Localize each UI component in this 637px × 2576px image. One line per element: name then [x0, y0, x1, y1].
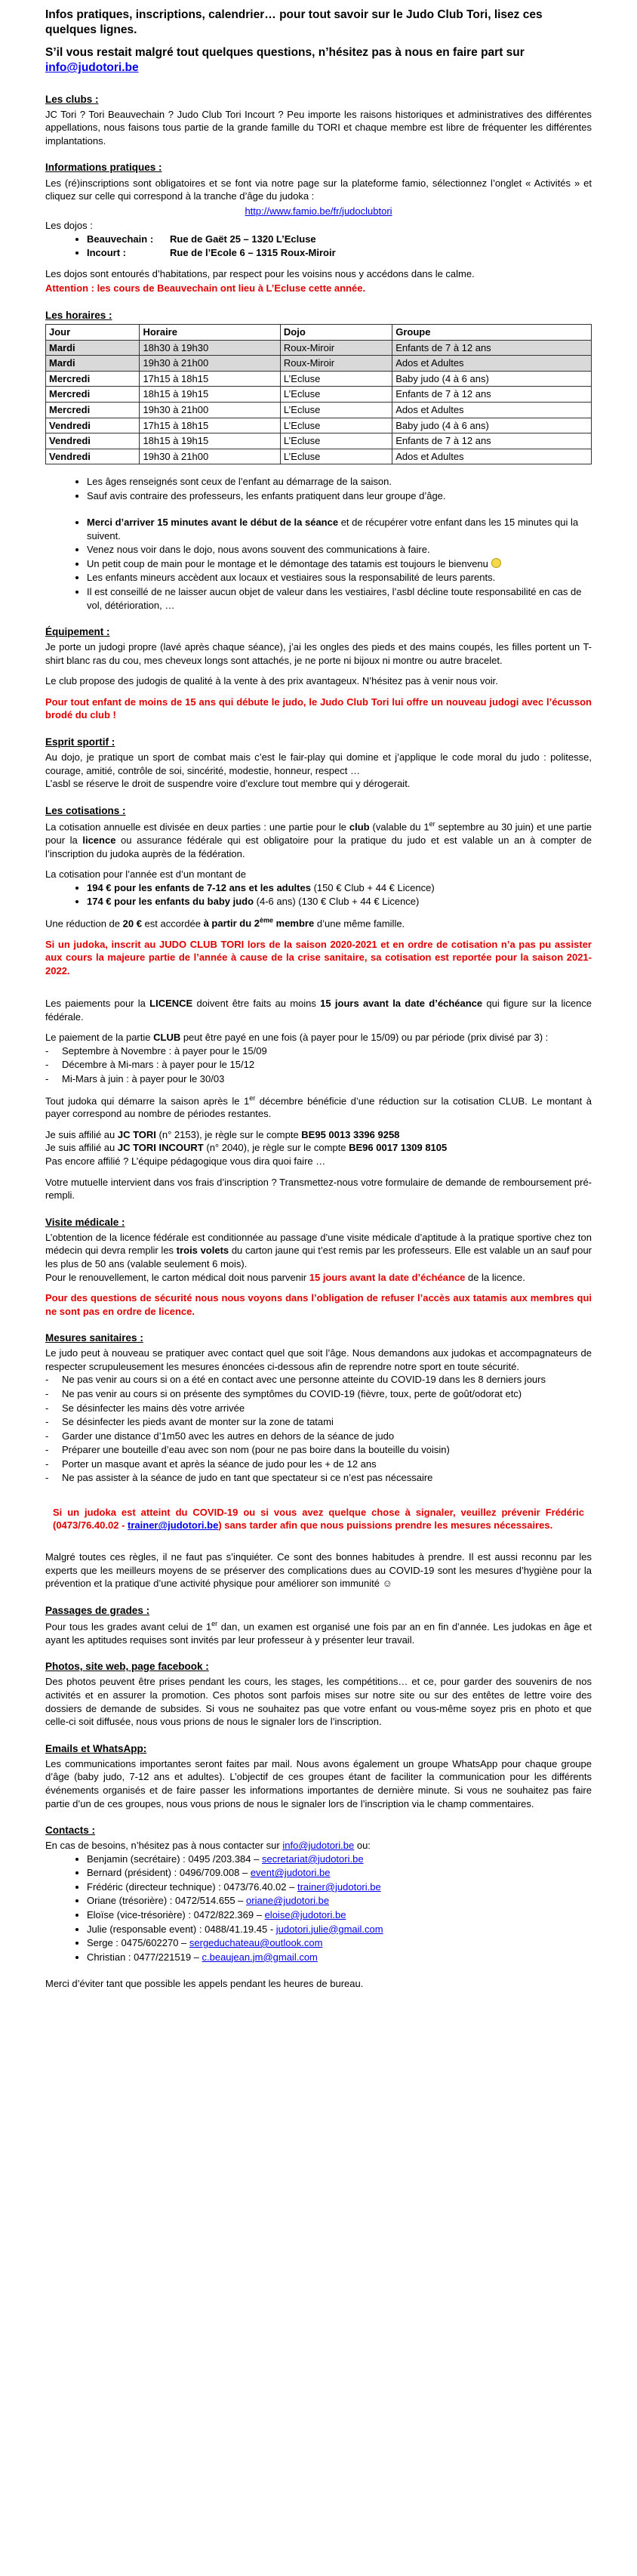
section-horaires	[45, 309, 592, 502]
contact-item	[87, 1951, 592, 1964]
affiliation-tori: Je suis affilié au JC TORI (n° 2153), je règle sur le compte BE95 0013 3396 9258	[45, 1128, 400, 1140]
cotisations-red: Si un judoka, inscrit au JUDO CLUB TORI lors de la saison 2020-2021 et en ordre de cotisation n’a pas pu assister aux cours la majeure partie de l’année à cause de la crise sanitaire, sa cotisation est reportée pour la saison 2021-2022.	[45, 938, 592, 976]
table-row	[46, 449, 592, 464]
contacts-heading: Contacts :	[45, 1825, 96, 1837]
contact-email-link[interactable]: sergeduchateau@outlook.com	[189, 1937, 323, 1949]
table-cell-time: 18h15 à 19h15	[140, 433, 280, 449]
contact-label: Benjamin (secrétaire) : 0495 /203.384 –	[87, 1853, 262, 1865]
section-clubs	[45, 93, 592, 148]
table-cell-group: Enfants de 7 à 12 ans	[392, 340, 592, 356]
table-cell-time: 18h15 à 19h15	[140, 387, 280, 403]
column-header: Horaire	[140, 325, 280, 341]
list-item: • Il est conseillé de ne laisser aucun objet de valeur dans les vestiaires, l’asbl décline toute responsabilité en cas de vol, détérioration, …	[87, 585, 592, 612]
medicale-red: Pour des questions de sécurité nous nous voyons dans l’obligation de refuser l’accès aux tatamis aux membres qui ne sont pas en ordre de licence.	[45, 1292, 592, 1317]
section-rules	[45, 516, 592, 612]
esprit-p1: Au dojo, je pratique un sport de combat mais c’est le fair-play qui domine et j’applique le code moral du judo : politesse, courage, amitié, contrôle de soi, sincérité, modestie, honneur, respect …	[45, 751, 592, 776]
list-item: • Les âges renseignés sont ceux de l’enfant au démarrage de la saison.	[87, 475, 592, 489]
contact-item	[87, 1936, 592, 1950]
column-header: Dojo	[280, 325, 392, 341]
cotisations-p1: La cotisation annuelle est divisée en deux parties : une partie pour le club (valable du 1er septembre au 30 juin) et une partie pour la licence ou assurance fédérale qui est obligatoire pour la pratique du judo et est valable un an à compter de l’inscription du judoka auprès de la fédération.	[45, 820, 592, 859]
list-item: - Ne pas assister à la séance de judo en tant que spectateur si ce n’est pas nécessaire	[62, 1471, 592, 1485]
table-cell-dojo: L’Ecluse	[280, 371, 392, 387]
contact-item	[87, 1880, 592, 1894]
list-item: - Ne pas venir au cours si on a été en contact avec une personne atteinte du COVID-19 dans les 8 derniers jours	[62, 1373, 592, 1387]
table-cell-group: Enfants de 7 à 12 ans	[392, 433, 592, 449]
table-cell-time: 19h30 à 21h00	[140, 402, 280, 418]
table-row	[46, 418, 592, 433]
table-cell-group: Ados et Adultes	[392, 402, 592, 418]
column-header: Jour	[46, 325, 140, 341]
table-cell-day: Vendredi	[46, 418, 140, 433]
contact-email-link[interactable]: secretariat@judotori.be	[261, 1853, 364, 1865]
section-contacts	[45, 1824, 592, 1991]
dojo-item: • Beauvechain : Rue de Gaët 25 – 1320 L’Ecluse	[87, 233, 592, 246]
list-item: - Porter un masque avant et après la séance de judo pour les + de 12 ans	[62, 1458, 592, 1471]
table-cell-dojo: L’Ecluse	[280, 387, 392, 403]
table-cell-day: Mercredi	[46, 387, 140, 403]
intro-email-link[interactable]: info@judotori.be	[45, 61, 139, 75]
list-item: - Garder une distance d’1m50 avec les autres en dehors de la séance de judo	[62, 1430, 592, 1443]
table-row	[46, 402, 592, 418]
emails-heading: Emails et WhatsApp:	[45, 1742, 147, 1754]
contact-email-link[interactable]: c.beaujean.jm@gmail.com	[202, 1951, 318, 1963]
horaires-table	[45, 324, 592, 464]
dojo-item: • Incourt : Rue de l’Ecole 6 – 1315 Roux-Miroir	[87, 246, 592, 260]
sanitaires-p1: Le judo peut à nouveau se pratiquer avec contact quel que soit l’âge. Nous demandons aux judokas et accompagnateurs de respecter scrupuleusement les mesures énoncées ci-dessous afin de reprendre notre sport en toute sécurité.	[45, 1347, 592, 1372]
affiliation-none: Pas encore affilié ? L’équipe pédagogique vous dira quoi faire …	[45, 1155, 326, 1168]
table-header-row	[46, 325, 592, 341]
contact-label: Julie (responsable event) : 0488/41.19.45 -	[87, 1923, 276, 1935]
table-cell-day: Vendredi	[46, 433, 140, 449]
section-emails	[45, 1742, 592, 1810]
section-informations	[45, 161, 592, 295]
table-cell-dojo: L’Ecluse	[280, 418, 392, 433]
list-item: • Sauf avis contraire des professeurs, les enfants pratiquent dans leur groupe d’âge.	[87, 489, 592, 503]
mutuelle-text: Votre mutuelle intervient dans vos frais d’inscription ? Transmettez-nous votre formulaire de demande de remboursement pré-rempli.	[45, 1176, 592, 1202]
column-header: Groupe	[392, 325, 592, 341]
contacts-list	[45, 1853, 592, 1964]
table-cell-time: 19h30 à 21h00	[140, 449, 280, 464]
equipement-red: Pour tout enfant de moins de 15 ans qui débute le judo, le Judo Club Tori lui offre un nouveau judogi avec l’écusson brodé du club !	[45, 696, 592, 721]
table-cell-group: Ados et Adultes	[392, 449, 592, 464]
list-item: • Les enfants mineurs accèdent aux locaux et vestiaires sous la responsabilité de leurs parents.	[87, 571, 592, 585]
grades-heading: Passages de grades :	[45, 1604, 150, 1616]
rules-list	[45, 516, 592, 612]
equipement-heading: Équipement :	[45, 626, 110, 638]
contact-item	[87, 1866, 592, 1880]
esprit-p2: L’asbl se réserve le droit de suspendre voire d’exclure tout membre qui y dérogerait.	[45, 778, 411, 790]
table-cell-time: 17h15 à 18h15	[140, 418, 280, 433]
smiley-icon	[491, 558, 501, 568]
trainer-email-link[interactable]: trainer@judotori.be	[128, 1519, 219, 1532]
table-row	[46, 371, 592, 387]
table-cell-dojo: Roux-Miroir	[280, 340, 392, 356]
table-cell-time: 17h15 à 18h15	[140, 371, 280, 387]
contact-item	[87, 1894, 592, 1908]
contact-item	[87, 1908, 592, 1922]
list-item: • Un petit coup de main pour le montage et le démontage des tatamis est toujours le bienvenu	[87, 557, 592, 571]
informations-text: Les (ré)inscriptions sont obligatoires et se font via notre page sur la plateforme famio, sélectionnez l’onglet « Activités » et cliquez sur celle qui correspond à la tranche d’âge du judoka :	[45, 177, 592, 202]
table-cell-dojo: L’Ecluse	[280, 433, 392, 449]
emails-p1: Les communications importantes seront faites par mail. Nous avons également un groupe WhatsApp pour chaque groupe d’âge (baby judo, 7-12 ans et adultes). L’objectif de ces groupes étant de faciliter la communication pour les différents événements organisés et de faire passer les informations importantes de dernière minute. Si vous ne souhaitez pas faire partie d’un de ces groupes, nous vous prions de nous le signaler lors de l’inscription via le champ commentaires.	[45, 1757, 592, 1809]
list-item: - Préparer une bouteille d’eau avec son nom (pour ne pas boire dans la bouteille du voisin)	[62, 1443, 592, 1457]
list-item: - Ne pas venir au cours si on présente des symptômes du COVID-19 (fièvre, toux, perte de goût/odorat etc)	[62, 1387, 592, 1401]
contact-label: Eloïse (vice-trésorière) : 0472/822.369 –	[87, 1909, 265, 1920]
cotisations-p2: La cotisation pour l’année est d’un montant de	[45, 868, 246, 881]
table-row	[46, 433, 592, 449]
contacts-intro: En cas de besoins, n’hésitez pas à nous contacter sur info@judotori.be ou:	[45, 1840, 371, 1852]
table-cell-time: 19h30 à 21h00	[140, 356, 280, 372]
table-cell-group: Baby judo (4 à 6 ans)	[392, 371, 592, 387]
section-medicale	[45, 1216, 592, 1319]
periods-list	[45, 1044, 592, 1086]
table-cell-day: Vendredi	[46, 449, 140, 464]
list-item: - Se désinfecter les mains dès votre arrivée	[62, 1402, 592, 1415]
contact-label: Christian : 0477/221519 –	[87, 1951, 202, 1963]
table-cell-day: Mercredi	[46, 371, 140, 387]
contact-item	[87, 1923, 592, 1936]
section-equipement	[45, 625, 592, 722]
table-cell-group: Enfants de 7 à 12 ans	[392, 387, 592, 403]
contact-label: Serge : 0475/602270 –	[87, 1937, 189, 1949]
clubs-heading: Les clubs :	[45, 93, 99, 105]
list-item: - Septembre à Novembre : à payer pour le 15/09	[62, 1044, 592, 1058]
medicale-p1: L’obtention de la licence fédérale est conditionnée au passage d’une visite médicale d’aptitude à la pratique sportive chez ton médecin qui devra remplir les trois volets du carton jaune qui t’est remis par les professeurs. Elle est valable un an sauf pour les plus de 50 ans (valable seulement 6 mois).	[45, 1231, 592, 1269]
sanitaires-heading: Mesures sanitaires :	[45, 1332, 143, 1344]
contact-email-link[interactable]: judotori.julie@gmail.com	[275, 1923, 383, 1935]
table-cell-day: Mercredi	[46, 402, 140, 418]
table-cell-day: Mardi	[46, 340, 140, 356]
contact-label: Oriane (trésorière) : 0472/514.655 –	[87, 1895, 247, 1907]
contacts-closing: Merci d’éviter tant que possible les appels pendant les heures de bureau.	[45, 1978, 364, 1990]
table-row	[46, 387, 592, 403]
dojos-label: Les dojos :	[45, 220, 93, 232]
famio-link[interactable]: http://www.famio.be/fr/judoclubtori	[245, 205, 392, 217]
medicale-p2: Pour le renouvellement, le carton médical doit nous parvenir 15 jours avant la date d’échéance de la licence.	[45, 1271, 525, 1283]
sanitaires-p2: Malgré toutes ces règles, il ne faut pas s’inquiéter. Ce sont des bonnes habitudes à prendre. Il est aussi reconnu par les experts que les meilleurs moyens de se préserver des complications dues au COVID-19 sont les mesures d’hygiène pour la prévention et la pratique d’une activité physique pour améliorer son immunité ☺	[45, 1550, 592, 1590]
attention-note: Attention : les cours de Beauvechain ont lieu à L’Ecluse cette année.	[45, 282, 366, 295]
list-item: • Merci d’arriver 15 minutes avant le début de la séance et de récupérer votre enfant dans les 15 minutes qui la suivent.	[87, 516, 592, 542]
dojos-note: Les dojos sont entourés d’habitations, par respect pour les voisins nous y accédons dans le calme.	[45, 267, 475, 279]
intro-line-1: Infos pratiques, inscriptions, calendrier… pour tout savoir sur le Judo Club Tori, lisez ces quelques lignes.	[45, 8, 543, 37]
list-item: • 194 € pour les enfants de 7-12 ans et les adultes (150 € Club + 44 € Licence)	[87, 881, 592, 895]
list-item: • 174 € pour les enfants du baby judo (4-6 ans) (130 € Club + 44 € Licence)	[87, 895, 592, 909]
affiliation-incourt: Je suis affilié au JC TORI INCOURT (n° 2040), je règle sur le compte BE96 0017 1309 8105	[45, 1142, 448, 1154]
table-row	[46, 356, 592, 372]
table-cell-time: 18h30 à 19h30	[140, 340, 280, 356]
table-cell-group: Baby judo (4 à 6 ans)	[392, 418, 592, 433]
cotisations-list	[45, 881, 592, 909]
equipement-p1: Je porte un judogi propre (lavé après chaque séance), j’ai les ongles des pieds et des mains coupés, les filles portent un T-shirt blanc ras du cou, mes cheveux longs sont attachés, je ne porte ni bijoux ni montre ou autre bracelet.	[45, 641, 592, 666]
contact-email-link[interactable]: oriane@judotori.be	[246, 1895, 330, 1907]
contact-label: Frédéric (directeur technique) : 0473/76.40.02 –	[87, 1880, 297, 1893]
contact-label: Bernard (président) : 0496/709.008 –	[87, 1867, 251, 1879]
photos-heading: Photos, site web, page facebook :	[45, 1661, 209, 1673]
intro-line-2: S’il vous restait malgré tout quelques questions, n’hésitez pas à nous en faire part sur info@judotori.be	[45, 46, 525, 75]
informations-heading: Informations pratiques :	[45, 162, 162, 174]
contacts-info-email-link[interactable]: info@judotori.be	[282, 1840, 355, 1852]
equipement-p2: Le club propose des judogis de qualité à la vente à des prix avantageux. N’hésitez pas à venir nous voir.	[45, 675, 498, 687]
cotisations-heading: Les cotisations :	[45, 804, 126, 816]
sanitaires-list	[45, 1373, 592, 1484]
horaires-heading: Les horaires :	[45, 310, 112, 322]
horaires-notes	[45, 475, 592, 502]
section-cotisations	[45, 804, 592, 1202]
section-photos	[45, 1660, 592, 1728]
list-item: • Venez nous voir dans le dojo, nous avons souvent des communications à faire.	[87, 543, 592, 557]
table-cell-day: Mardi	[46, 356, 140, 372]
table-cell-dojo: L’Ecluse	[280, 402, 392, 418]
contact-email-link[interactable]: eloise@judotori.be	[264, 1909, 346, 1920]
contact-item	[87, 1853, 592, 1866]
medicale-heading: Visite médicale :	[45, 1216, 125, 1228]
smiley-text-icon: ☺	[382, 1578, 392, 1590]
contact-email-link[interactable]: trainer@judotori.be	[297, 1880, 381, 1893]
licence-text: Les paiements pour la LICENCE doivent être faits au moins 15 jours avant la date d’échéance qui figure sur la licence fédérale.	[45, 998, 592, 1023]
club-payment-text: Le paiement de la partie CLUB peut être payé en une fois (à payer pour le 15/09) ou par période (prix divisé par 3) :	[45, 1032, 549, 1044]
table-cell-dojo: L’Ecluse	[280, 449, 392, 464]
list-item: - Décembre à Mi-mars : à payer pour le 15/12	[62, 1058, 592, 1072]
table-row	[46, 340, 592, 356]
dojos-list	[45, 233, 592, 260]
esprit-heading: Esprit sportif :	[45, 736, 115, 748]
table-cell-group: Ados et Adultes	[392, 356, 592, 372]
section-sanitaires	[45, 1331, 592, 1590]
december-text: Tout judoka qui démarre la saison après le 1er décembre bénéficie d’une réduction sur la cotisation CLUB. Le montant à payer correspond au nombre de périodes restantes.	[45, 1094, 592, 1120]
section-esprit	[45, 736, 592, 791]
contact-email-link[interactable]: event@judotori.be	[250, 1867, 331, 1879]
table-cell-dojo: Roux-Miroir	[280, 356, 392, 372]
section-grades	[45, 1604, 592, 1647]
list-item: - Se désinfecter les pieds avant de monter sur la zone de tatami	[62, 1415, 592, 1429]
reduction-text: Une réduction de 20 € est accordée à partir du 2ème membre d’une même famille.	[45, 916, 405, 930]
list-item: - Mi-Mars à juin : à payer pour le 30/03	[62, 1072, 592, 1086]
clubs-text: JC Tori ? Tori Beauvechain ? Judo Club Tori Incourt ? Peu importe les raisons historiques et administratives des différentes appellations, nous faisons tous partie de la grande famille du TORI et chaque membre est libre de fréquenter les différentes implantations.	[45, 108, 592, 147]
photos-p1: Des photos peuvent être prises pendant les cours, les stages, les compétitions… et ce, pour garder des souvenirs de nos activités et en assurer la promotion. Ces photos sont parfois mises sur notre site ou sur des entêtes de lettre voire des dossiers de demande de subsides. Si vous ne souhaitez pas que votre enfant ou vous-même soyez pris en photo et que celle-ci soit diffusée, nous vous prions de nous le signaler lors de l’inscription.	[45, 1676, 592, 1728]
covid-warning: Si un judoka est atteint du COVID-19 ou si vous avez quelque chose à signaler, veuillez prévenir Frédéric (0473/76.40.02 - trainer@judotori.be) sans tarder afin que nous puissions prendre les mesures nécessaires.	[53, 1506, 584, 1532]
grades-p1: Pour tous les grades avant celui de 1er dan, un examen est organisé une fois par an en fin d’année. Les judokas en âge et ayant les aptitudes requises sont invités par leur professeur à y présenter leur travail.	[45, 1619, 592, 1646]
